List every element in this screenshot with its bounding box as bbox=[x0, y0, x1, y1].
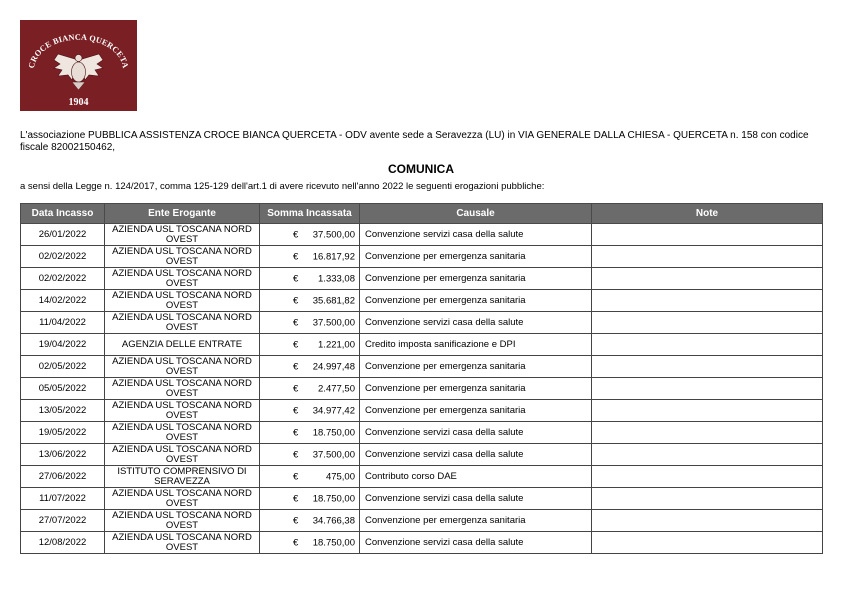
currency-symbol: € bbox=[293, 471, 299, 482]
cell-date: 26/01/2022 bbox=[21, 224, 105, 246]
amount-value: 475,00 bbox=[325, 471, 355, 482]
cell-amount bbox=[260, 422, 360, 444]
cell-amount bbox=[260, 532, 360, 554]
cell-note bbox=[592, 312, 823, 334]
currency-symbol: € bbox=[293, 273, 299, 284]
table-row bbox=[21, 422, 823, 444]
cell-date: 11/07/2022 bbox=[21, 488, 105, 510]
amount-value: 18.750,00 bbox=[312, 427, 355, 438]
cell-ente: AZIENDA USL TOSCANA NORD OVEST bbox=[105, 400, 260, 422]
cell-note bbox=[592, 378, 823, 400]
cell-date: 14/02/2022 bbox=[21, 290, 105, 312]
cell-amount bbox=[260, 246, 360, 268]
cell-causale: Contributo corso DAE bbox=[360, 466, 592, 488]
cell-date: 12/08/2022 bbox=[21, 532, 105, 554]
header-ente: Ente Erogante bbox=[105, 204, 260, 224]
cell-amount bbox=[260, 312, 360, 334]
table-row bbox=[21, 224, 823, 246]
amount-value: 24.997,48 bbox=[312, 361, 355, 372]
cell-ente: AZIENDA USL TOSCANA NORD OVEST bbox=[105, 488, 260, 510]
cell-ente: AZIENDA USL TOSCANA NORD OVEST bbox=[105, 290, 260, 312]
cell-causale: Convenzione servizi casa della salute bbox=[360, 422, 592, 444]
cell-note bbox=[592, 224, 823, 246]
cell-causale: Convenzione per emergenza sanitaria bbox=[360, 290, 592, 312]
cell-ente: AZIENDA USL TOSCANA NORD OVEST bbox=[105, 312, 260, 334]
cell-amount bbox=[260, 378, 360, 400]
cell-amount bbox=[260, 290, 360, 312]
cell-amount bbox=[260, 488, 360, 510]
organization-logo bbox=[20, 20, 137, 111]
amount-value: 37.500,00 bbox=[312, 317, 355, 328]
payments-table bbox=[20, 203, 823, 554]
amount-value: 18.750,00 bbox=[312, 493, 355, 504]
cell-note bbox=[592, 356, 823, 378]
header-causale: Causale bbox=[360, 204, 592, 224]
cell-ente: AZIENDA USL TOSCANA NORD OVEST bbox=[105, 378, 260, 400]
cell-date: 05/05/2022 bbox=[21, 378, 105, 400]
cell-note bbox=[592, 466, 823, 488]
cell-amount bbox=[260, 510, 360, 532]
header-amount: Somma Incassata bbox=[260, 204, 360, 224]
cell-causale: Convenzione servizi casa della salute bbox=[360, 532, 592, 554]
page-title: COMUNICA bbox=[388, 162, 454, 176]
cell-date: 13/05/2022 bbox=[21, 400, 105, 422]
cell-date: 27/06/2022 bbox=[21, 466, 105, 488]
cell-amount bbox=[260, 268, 360, 290]
cell-date: 02/02/2022 bbox=[21, 246, 105, 268]
amount-value: 37.500,00 bbox=[312, 229, 355, 240]
cell-amount bbox=[260, 400, 360, 422]
cell-causale: Convenzione per emergenza sanitaria bbox=[360, 400, 592, 422]
cell-note bbox=[592, 334, 823, 356]
amount-value: 34.766,38 bbox=[312, 515, 355, 526]
table-row bbox=[21, 444, 823, 466]
intro-paragraph: L'associazione PUBBLICA ASSISTENZA CROCE BIANCA QUERCETA - ODV avente sede a Seravezza (LU) in VIA GENERALE DALLA CHIESA - QUERCETA n. 158 con codice fiscale 82002150462, bbox=[20, 130, 809, 153]
currency-symbol: € bbox=[293, 295, 299, 306]
cell-causale: Convenzione per emergenza sanitaria bbox=[360, 246, 592, 268]
cell-note bbox=[592, 268, 823, 290]
amount-value: 18.750,00 bbox=[312, 537, 355, 548]
cell-amount bbox=[260, 444, 360, 466]
table-row bbox=[21, 532, 823, 554]
logo-text: CROCE BIANCA QUERCETA bbox=[26, 32, 131, 70]
table-row bbox=[21, 400, 823, 422]
currency-symbol: € bbox=[293, 251, 299, 262]
cell-date: 11/04/2022 bbox=[21, 312, 105, 334]
logo-year: 1904 bbox=[68, 97, 89, 108]
cell-causale: Convenzione per emergenza sanitaria bbox=[360, 510, 592, 532]
table-row bbox=[21, 246, 823, 268]
cell-note bbox=[592, 290, 823, 312]
header-note: Note bbox=[592, 204, 823, 224]
currency-symbol: € bbox=[293, 229, 299, 240]
currency-symbol: € bbox=[293, 537, 299, 548]
cell-causale: Convenzione servizi casa della salute bbox=[360, 444, 592, 466]
cell-causale: Convenzione per emergenza sanitaria bbox=[360, 378, 592, 400]
currency-symbol: € bbox=[293, 339, 299, 350]
cell-ente: AGENZIA DELLE ENTRATE bbox=[105, 334, 260, 356]
cell-note bbox=[592, 444, 823, 466]
currency-symbol: € bbox=[293, 449, 299, 460]
cell-amount bbox=[260, 334, 360, 356]
currency-symbol: € bbox=[293, 361, 299, 372]
cell-amount bbox=[260, 356, 360, 378]
cell-ente: ISTITUTO COMPRENSIVO DI SERAVEZZA bbox=[105, 466, 260, 488]
amount-value: 2.477,50 bbox=[318, 383, 355, 394]
table-row bbox=[21, 488, 823, 510]
header-date: Data Incasso bbox=[21, 204, 105, 224]
cell-ente: AZIENDA USL TOSCANA NORD OVEST bbox=[105, 224, 260, 246]
amount-value: 37.500,00 bbox=[312, 449, 355, 460]
amount-value: 1.333,08 bbox=[318, 273, 355, 284]
cell-ente: AZIENDA USL TOSCANA NORD OVEST bbox=[105, 246, 260, 268]
cell-ente: AZIENDA USL TOSCANA NORD OVEST bbox=[105, 444, 260, 466]
cell-date: 02/05/2022 bbox=[21, 356, 105, 378]
cell-amount bbox=[260, 466, 360, 488]
cell-ente: AZIENDA USL TOSCANA NORD OVEST bbox=[105, 510, 260, 532]
cell-amount bbox=[260, 224, 360, 246]
cell-note bbox=[592, 246, 823, 268]
cell-date: 02/02/2022 bbox=[21, 268, 105, 290]
cell-date: 19/04/2022 bbox=[21, 334, 105, 356]
cell-ente: AZIENDA USL TOSCANA NORD OVEST bbox=[105, 422, 260, 444]
cell-date: 27/07/2022 bbox=[21, 510, 105, 532]
table-row bbox=[21, 378, 823, 400]
table-row bbox=[21, 510, 823, 532]
table-row bbox=[21, 290, 823, 312]
cell-date: 13/06/2022 bbox=[21, 444, 105, 466]
currency-symbol: € bbox=[293, 405, 299, 416]
cell-note bbox=[592, 532, 823, 554]
table-row bbox=[21, 334, 823, 356]
cell-causale: Convenzione servizi casa della salute bbox=[360, 224, 592, 246]
amount-value: 35.681,82 bbox=[312, 295, 355, 306]
table-row bbox=[21, 268, 823, 290]
cell-note bbox=[592, 422, 823, 444]
cell-causale: Credito imposta sanificazione e DPI bbox=[360, 334, 592, 356]
cell-date: 19/05/2022 bbox=[21, 422, 105, 444]
table-row bbox=[21, 356, 823, 378]
cell-causale: Convenzione servizi casa della salute bbox=[360, 312, 592, 334]
cell-note bbox=[592, 400, 823, 422]
currency-symbol: € bbox=[293, 427, 299, 438]
table-header-row bbox=[21, 204, 823, 224]
table-row bbox=[21, 466, 823, 488]
currency-symbol: € bbox=[293, 493, 299, 504]
amount-value: 1.221,00 bbox=[318, 339, 355, 350]
cell-causale: Convenzione per emergenza sanitaria bbox=[360, 268, 592, 290]
table-row bbox=[21, 312, 823, 334]
amount-value: 34.977,42 bbox=[312, 405, 355, 416]
currency-symbol: € bbox=[293, 515, 299, 526]
law-reference-text: a sensi della Legge n. 124/2017, comma 125-129 dell'art.1 di avere ricevuto nell'anno 2022 le seguenti erogazioni pubbliche: bbox=[20, 181, 545, 192]
cell-note bbox=[592, 510, 823, 532]
eagle-emblem-icon bbox=[20, 20, 137, 111]
currency-symbol: € bbox=[293, 317, 299, 328]
cell-causale: Convenzione servizi casa della salute bbox=[360, 488, 592, 510]
cell-causale: Convenzione per emergenza sanitaria bbox=[360, 356, 592, 378]
cell-ente: AZIENDA USL TOSCANA NORD OVEST bbox=[105, 356, 260, 378]
cell-note bbox=[592, 488, 823, 510]
cell-ente: AZIENDA USL TOSCANA NORD OVEST bbox=[105, 532, 260, 554]
amount-value: 16.817,92 bbox=[312, 251, 355, 262]
cell-ente: AZIENDA USL TOSCANA NORD OVEST bbox=[105, 268, 260, 290]
currency-symbol: € bbox=[293, 383, 299, 394]
